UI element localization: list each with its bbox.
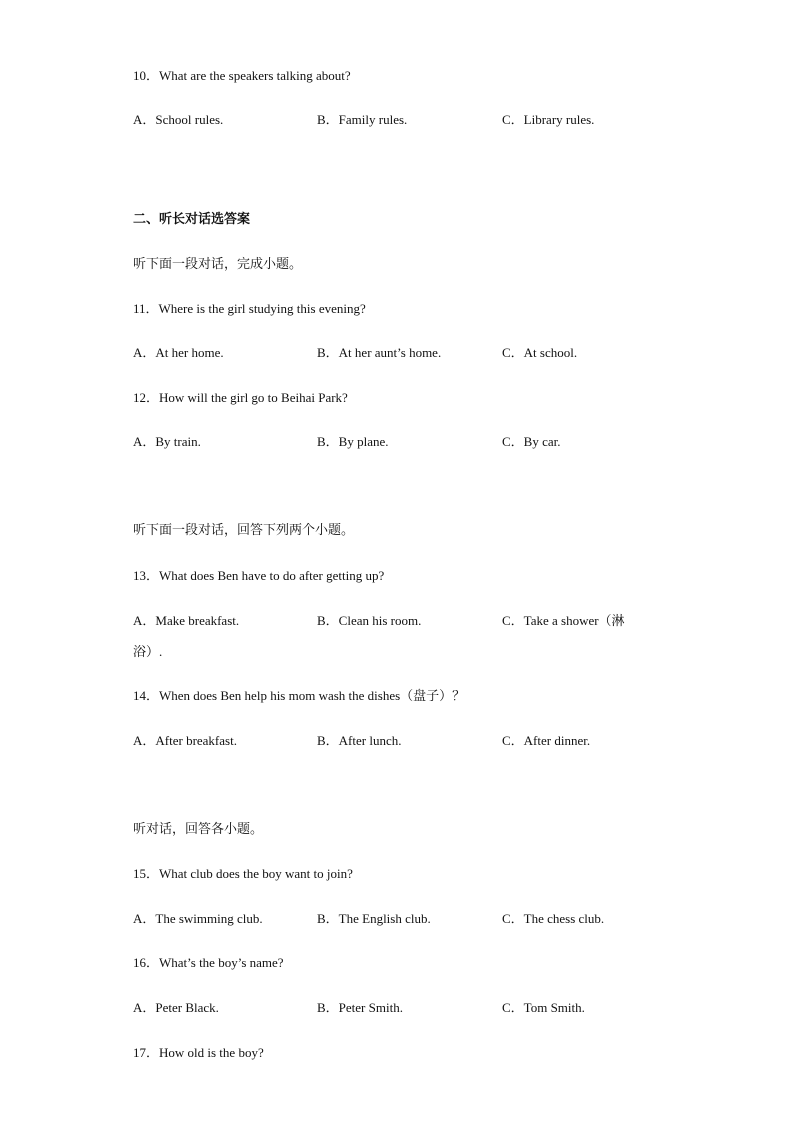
q13-option-a: A．Make breakfast. (133, 613, 240, 628)
q10-option-c: C．Library rules. (502, 112, 595, 127)
q14-option-c: C．After dinner. (502, 733, 591, 748)
question-17: 17．How old is the boy? (133, 1045, 264, 1060)
q16-option-c: C．Tom Smith. (502, 1000, 585, 1015)
q12-option-a: A．By train. (133, 434, 201, 449)
q13-option-c: C．Take a shower（淋 (502, 613, 625, 628)
q13-option-b: B．Clean his room. (317, 613, 422, 628)
question-14: 14．When does Ben help his mom wash the dishes（盘子）？ (133, 688, 466, 703)
q10-option-b: B．Family rules. (317, 112, 408, 127)
question-16: 16．What’s the boy’s name? (133, 955, 284, 970)
q15-option-b: B．The English club. (317, 911, 431, 926)
question-13: 13．What does Ben have to do after getting up? (133, 568, 385, 583)
instruction-3: 听对话，回答各小题。 (133, 822, 264, 837)
question-12: 12．How will the girl go to Beihai Park? (133, 390, 348, 405)
instruction-2: 听下面一段对话，回答下列两个小题。 (133, 523, 355, 538)
q12-option-b: B．By plane. (317, 434, 389, 449)
instruction-1: 听下面一段对话，完成小题。 (133, 257, 303, 272)
question-15: 15．What club does the boy want to join? (133, 866, 353, 881)
q15-option-a: A．The swimming club. (133, 911, 263, 926)
q16-option-a: A．Peter Black. (133, 1000, 219, 1015)
q13-option-c-continued: 浴）. (133, 644, 163, 659)
q10-option-a: A．School rules. (133, 112, 224, 127)
q15-option-c: C．The chess club. (502, 911, 605, 926)
q16-option-b: B．Peter Smith. (317, 1000, 403, 1015)
q12-option-c: C．By car. (502, 434, 561, 449)
q14-option-a: A．After breakfast. (133, 733, 237, 748)
q14-option-b: B．After lunch. (317, 733, 402, 748)
q11-option-b: B．At her aunt’s home. (317, 345, 442, 360)
q11-option-c: C．At school. (502, 345, 578, 360)
question-11: 11．Where is the girl studying this evening? (133, 301, 366, 316)
q11-option-a: A．At her home. (133, 345, 224, 360)
section-heading: 二、听长对话选答案 (133, 212, 251, 227)
question-10: 10．What are the speakers talking about? (133, 68, 351, 83)
